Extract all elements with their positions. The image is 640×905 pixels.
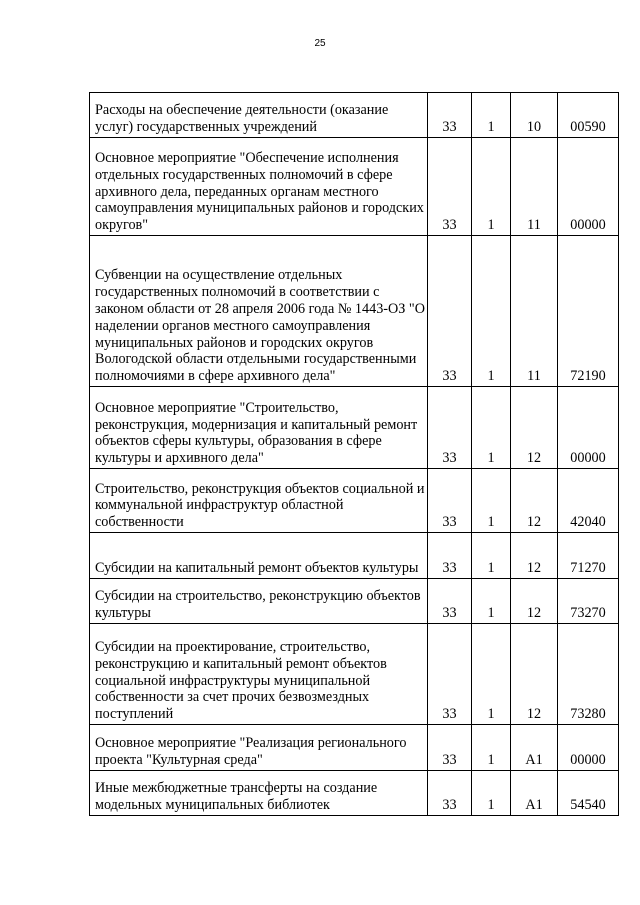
event-code: 12 bbox=[511, 579, 558, 624]
direction-code: 00000 bbox=[558, 725, 619, 771]
table-row bbox=[90, 624, 619, 725]
direction-code: 73270 bbox=[558, 579, 619, 624]
page-number: 25 bbox=[314, 38, 326, 49]
budget-table bbox=[89, 92, 619, 816]
program-code: 33 bbox=[428, 138, 472, 236]
table-row bbox=[90, 138, 619, 236]
table-row bbox=[90, 579, 619, 624]
program-code: 33 bbox=[428, 387, 472, 469]
subprogram-code: 1 bbox=[472, 725, 511, 771]
event-code: 11 bbox=[511, 236, 558, 387]
row-description: Субсидии на капитальный ремонт объектов культуры bbox=[90, 533, 428, 579]
table-row bbox=[90, 236, 619, 387]
event-code: 10 bbox=[511, 93, 558, 138]
row-description: Основное мероприятие "Реализация регионального проекта "Культурная среда" bbox=[90, 725, 428, 771]
event-code: 12 bbox=[511, 533, 558, 579]
row-description: Основное мероприятие "Строительство, реконструкция, модернизация и капитальный ремонт объектов сферы культуры, образования в сфере культуры и архивного дела" bbox=[90, 387, 428, 469]
table-row bbox=[90, 469, 619, 533]
subprogram-code: 1 bbox=[472, 533, 511, 579]
program-code: 33 bbox=[428, 93, 472, 138]
row-description: Иные межбюджетные трансферты на создание модельных муниципальных библиотек bbox=[90, 771, 428, 816]
direction-code: 73280 bbox=[558, 624, 619, 725]
subprogram-code: 1 bbox=[472, 579, 511, 624]
direction-code: 00000 bbox=[558, 387, 619, 469]
program-code: 33 bbox=[428, 533, 472, 579]
program-code: 33 bbox=[428, 624, 472, 725]
row-description: Расходы на обеспечение деятельности (оказание услуг) государственных учреждений bbox=[90, 93, 428, 138]
subprogram-code: 1 bbox=[472, 236, 511, 387]
row-description: Строительство, реконструкция объектов социальной и коммунальной инфраструктур областной собственности bbox=[90, 469, 428, 533]
program-code: 33 bbox=[428, 579, 472, 624]
event-code: 12 bbox=[511, 469, 558, 533]
table-row bbox=[90, 387, 619, 469]
direction-code: 00590 bbox=[558, 93, 619, 138]
subprogram-code: 1 bbox=[472, 469, 511, 533]
subprogram-code: 1 bbox=[472, 624, 511, 725]
direction-code: 00000 bbox=[558, 138, 619, 236]
event-code: 11 bbox=[511, 138, 558, 236]
direction-code: 54540 bbox=[558, 771, 619, 816]
program-code: 33 bbox=[428, 771, 472, 816]
subprogram-code: 1 bbox=[472, 387, 511, 469]
direction-code: 72190 bbox=[558, 236, 619, 387]
row-description: Основное мероприятие "Обеспечение исполнения отдельных государственных полномочий в сфере архивного дела, переданных органам местного самоуправления муниципальных районов и городских округов" bbox=[90, 138, 428, 236]
row-description: Субвенции на осуществление отдельных государственных полномочий в соответствии с законом области от 28 апреля 2006 года № 1443-ОЗ "О наделении органов местного самоуправления муниципальных районов и городских округов Вологодской области отдельными государственными полномочиями в сфере архивного дела" bbox=[90, 236, 428, 387]
event-code: 12 bbox=[511, 624, 558, 725]
event-code: А1 bbox=[511, 771, 558, 816]
subprogram-code: 1 bbox=[472, 93, 511, 138]
event-code: А1 bbox=[511, 725, 558, 771]
program-code: 33 bbox=[428, 236, 472, 387]
event-code: 12 bbox=[511, 387, 558, 469]
table-row bbox=[90, 771, 619, 816]
program-code: 33 bbox=[428, 725, 472, 771]
program-code: 33 bbox=[428, 469, 472, 533]
table-row bbox=[90, 725, 619, 771]
subprogram-code: 1 bbox=[472, 771, 511, 816]
table-row bbox=[90, 533, 619, 579]
table-row bbox=[90, 93, 619, 138]
row-description: Субсидии на строительство, реконструкцию объектов культуры bbox=[90, 579, 428, 624]
subprogram-code: 1 bbox=[472, 138, 511, 236]
row-description: Субсидии на проектирование, строительство, реконструкцию и капитальный ремонт объектов социальной инфраструктуры муниципальной собственности за счет прочих безвозмездных поступлений bbox=[90, 624, 428, 725]
direction-code: 42040 bbox=[558, 469, 619, 533]
direction-code: 71270 bbox=[558, 533, 619, 579]
